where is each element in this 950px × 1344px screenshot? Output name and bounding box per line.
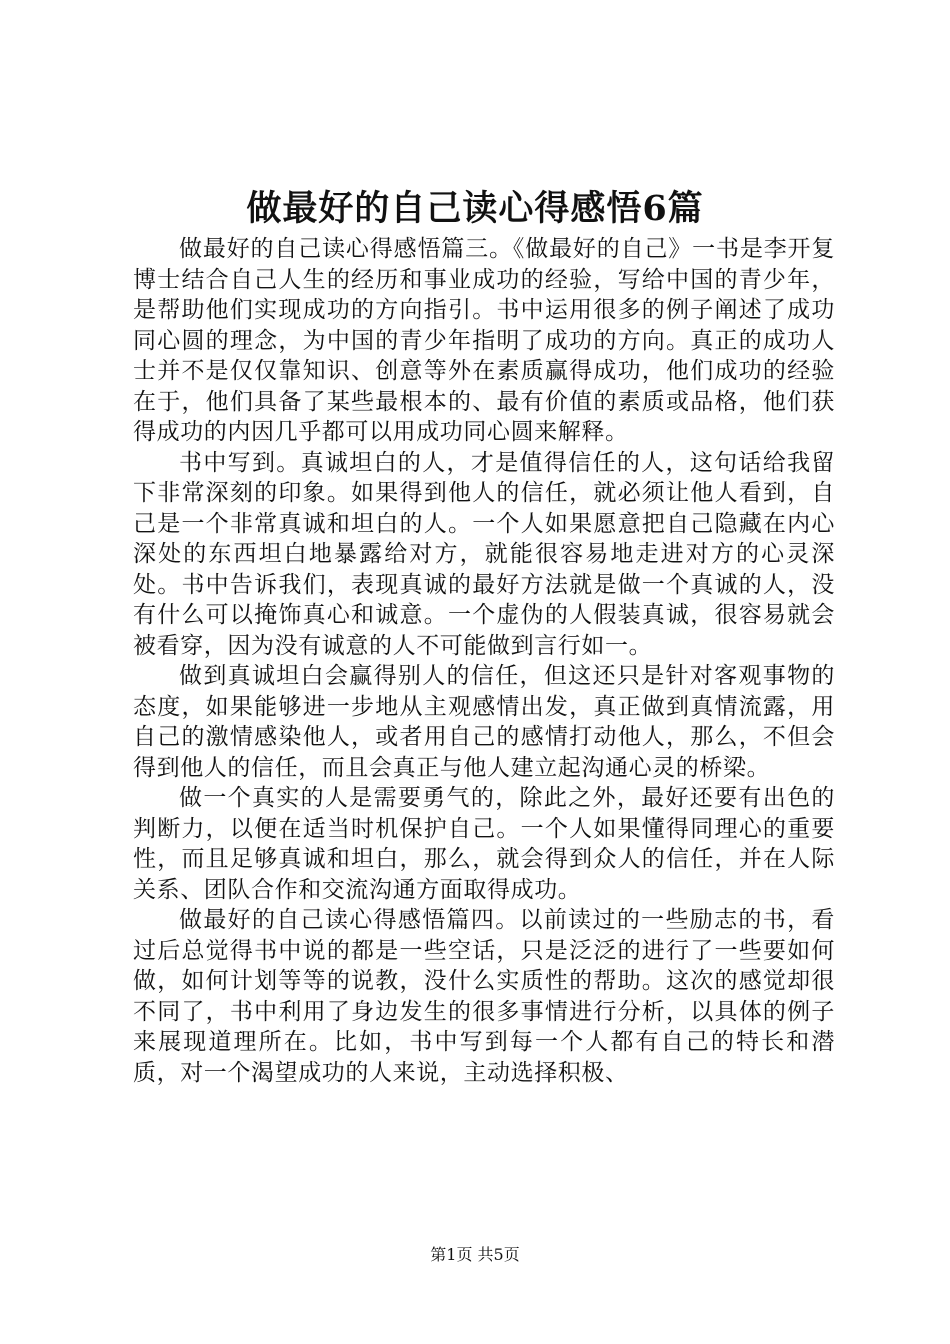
document-body bbox=[133, 234, 835, 1088]
page-footer: 第1页 共5页 bbox=[430, 1245, 520, 1264]
document-title: 做最好的自己读心得感悟6篇 bbox=[246, 188, 704, 229]
paragraph: 做最好的自己读心得感悟篇四。以前读过的一些励志的书，看过后总觉得书中说的都是一些空话，只是泛泛的进行了一些要如何做，如何计划等等的说教，没什么实质性的帮助。这次的感觉却很不同了，书中利用了身边发生的很多事情进行分析，以具体的例子来展现道理所在。比如，书中写到每一个人都有自己的特长和潜质，对一个渴望成功的人来说，主动选择积极、 bbox=[133, 907, 835, 1086]
paragraph: 做一个真实的人是需要勇气的，除此之外，最好还要有出色的判断力，以便在适当时机保护自己。一个人如果懂得同理心的重要性，而且足够真诚和坦白，那么，就会得到众人的信任，并在人际关系、团队合作和交流沟通方面取得成功。 bbox=[133, 785, 835, 903]
paragraph: 书中写到。真诚坦白的人，才是值得信任的人，这句话给我留下非常深刻的印象。如果得到他人的信任，就必须让他人看到，自己是一个非常真诚和坦白的人。一个人如果愿意把自己隐藏在内心深处的东西坦白地暴露给对方，就能很容易地走进对方的心灵深处。书中告诉我们，表现真诚的最好方法就是做一个真诚的人，没有什么可以掩饰真心和诚意。一个虚伪的人假装真诚，很容易就会被看穿，因为没有诚意的人不可能做到言行如一。 bbox=[133, 449, 835, 659]
paragraph: 做最好的自己读心得感悟篇三。《做最好的自己》一书是李开复博士结合自己人生的经历和事业成功的经验，写给中国的青少年，是帮助他们实现成功的方向指引。书中运用很多的例子阐述了成功同心圆的理念，为中国的青少年指明了成功的方向。真正的成功人士并不是仅仅靠知识、创意等外在素质赢得成功，他们成功的经验在于，他们具备了某些最根本的、最有价值的素质或品格，他们获得成功的内因几乎都可以用成功同心圆来解释。 bbox=[133, 236, 835, 445]
paragraph: 做到真诚坦白会赢得别人的信任，但这还只是针对客观事物的态度，如果能够进一步地从主观感情出发，真正做到真情流露，用自己的激情感染他人，或者用自己的感情打动他人，那么，不但会得到他人的信任，而且会真正与他人建立起沟通心灵的桥梁。 bbox=[133, 663, 835, 781]
